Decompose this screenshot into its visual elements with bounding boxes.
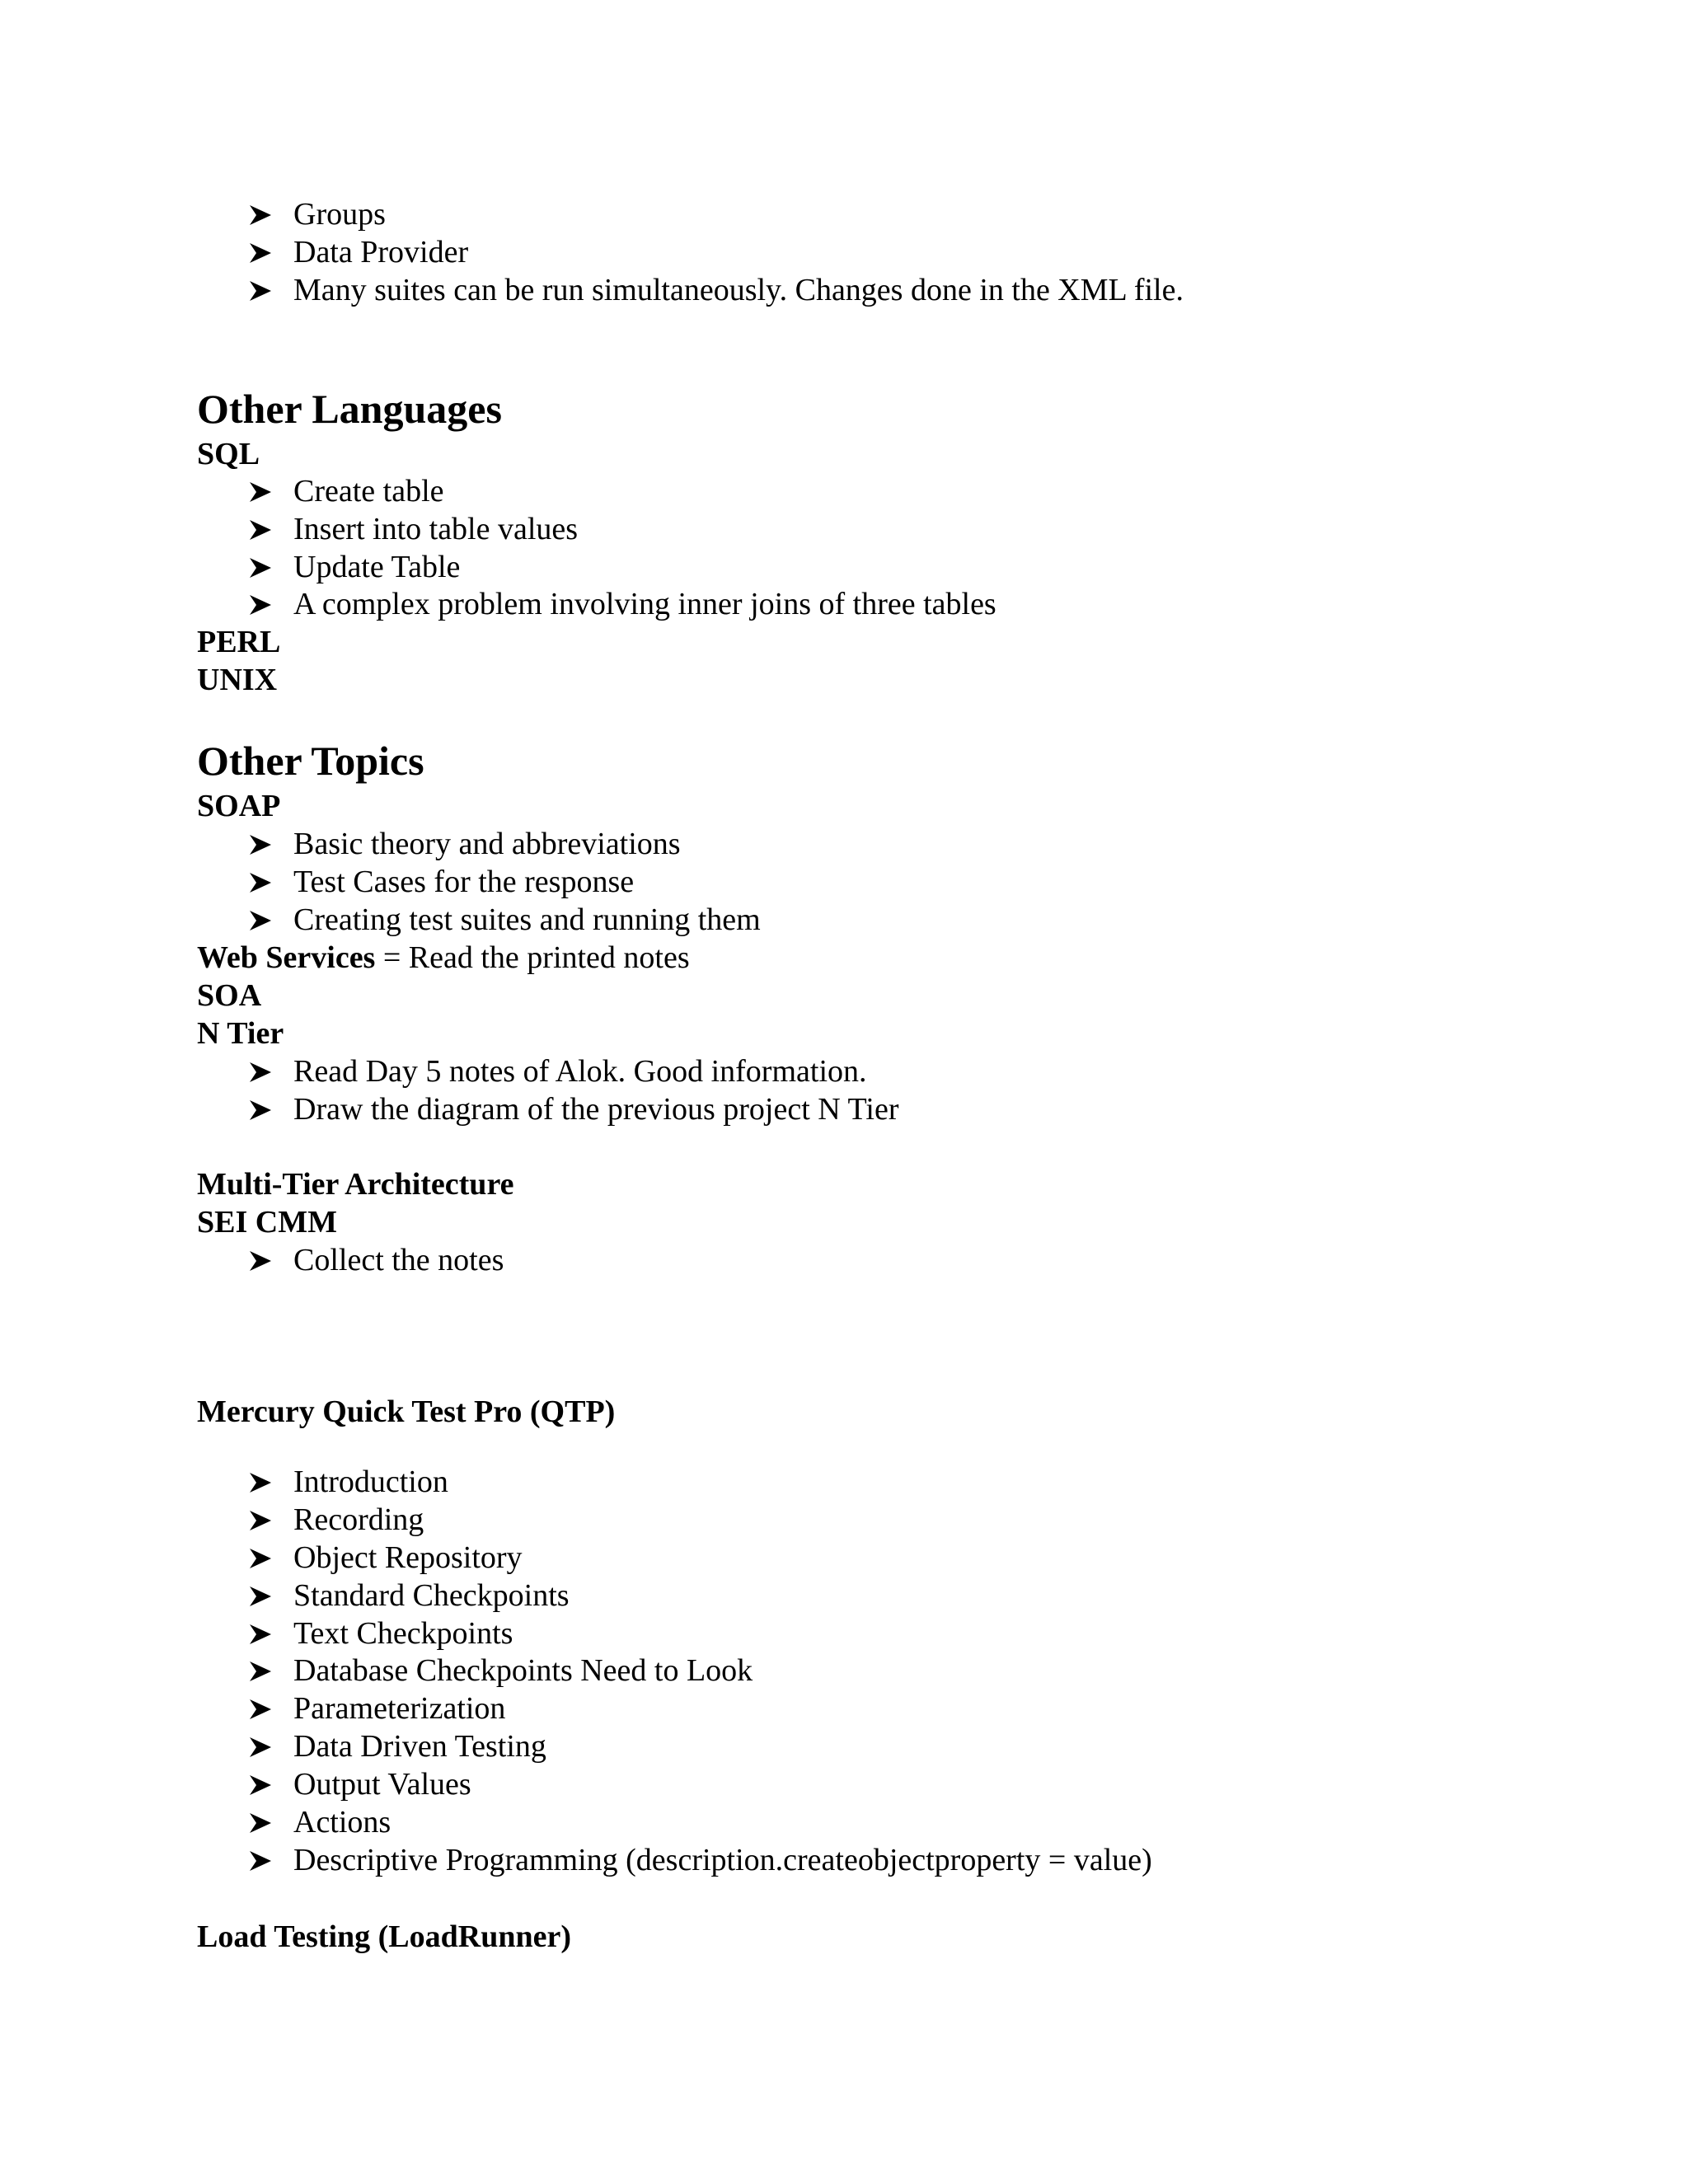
list-item-text: Actions [293,1805,392,1840]
list-item-text: Object Repository [293,1540,523,1575]
list-item-text: Database Checkpoints Need to Look [293,1653,753,1688]
heading-qtp: Mercury Quick Test Pro (QTP) [197,1394,616,1429]
list-item-text: Create table [293,474,444,509]
list-item-text: Collect the notes [293,1243,504,1277]
list-item-text: Test Cases for the response [293,865,635,899]
list-item-text: Introduction [293,1465,448,1499]
subheading-unix: UNIX [197,663,278,697]
subheading-perl: PERL [197,625,281,659]
arrowhead-bullet-icon [249,1052,274,1090]
arrowhead-bullet-icon [249,1463,274,1501]
arrowhead-bullet-icon [249,1690,274,1727]
arrowhead-bullet-icon [249,510,274,548]
list-item-text: Update Table [293,550,461,584]
web-services-label: Web Services [197,940,376,975]
arrowhead-bullet-icon [249,1803,274,1841]
subheading-sql: SQL [197,437,260,471]
arrowhead-bullet-icon [249,271,274,309]
list-item-text: Data Driven Testing [293,1729,546,1764]
subheading-sei-cmm: SEI CMM [197,1205,337,1240]
list-item-text: A complex problem involving inner joins of three tables [293,587,996,621]
subheading-soa: SOA [197,978,262,1013]
arrowhead-bullet-icon [249,1765,274,1803]
arrowhead-bullet-icon [249,1539,274,1577]
heading-load-testing: Load Testing (LoadRunner) [197,1919,572,1954]
arrowhead-bullet-icon [249,472,274,510]
arrowhead-bullet-icon [249,825,274,863]
heading-other-languages: Other Languages [197,386,502,432]
list-item-text: Descriptive Programming (description.createobjectproperty = value) [293,1843,1152,1877]
subheading-n-tier: N Tier [197,1016,284,1051]
subheading-multi-tier-architecture: Multi-Tier Architecture [197,1167,514,1202]
list-item-text: Parameterization [293,1691,506,1726]
arrowhead-bullet-icon [249,233,274,271]
list-item-text: Insert into table values [293,512,579,546]
arrowhead-bullet-icon [249,548,274,586]
subheading-soap: SOAP [197,789,281,823]
arrowhead-bullet-icon [249,1615,274,1652]
list-item-text: Basic theory and abbreviations [293,827,681,861]
arrowhead-bullet-icon [249,1652,274,1690]
list-item-text: Groups [293,197,386,232]
arrowhead-bullet-icon [249,1241,274,1279]
arrowhead-bullet-icon [249,863,274,901]
list-item-text: Text Checkpoints [293,1616,513,1651]
arrowhead-bullet-icon [249,195,274,233]
list-item-text: Recording [293,1502,424,1537]
list-item-text: Data Provider [293,235,469,269]
arrowhead-bullet-icon [249,1841,274,1879]
heading-other-topics: Other Topics [197,738,424,784]
arrowhead-bullet-icon [249,901,274,939]
arrowhead-bullet-icon [249,1727,274,1765]
arrowhead-bullet-icon [249,1501,274,1539]
arrowhead-bullet-icon [249,1577,274,1615]
arrowhead-bullet-icon [249,585,274,623]
list-item-text: Output Values [293,1767,471,1802]
web-services-text: = Read the printed notes [375,940,690,975]
list-item-text: Read Day 5 notes of Alok. Good information. [293,1054,867,1089]
list-item-text: Many suites can be run simultaneously. Changes done in the XML file. [293,273,1184,307]
list-item-text: Draw the diagram of the previous project N Tier [293,1092,899,1127]
web-services-line [197,939,690,977]
list-item-text: Creating test suites and running them [293,902,761,937]
arrowhead-bullet-icon [249,1090,274,1128]
list-item-text: Standard Checkpoints [293,1578,570,1613]
